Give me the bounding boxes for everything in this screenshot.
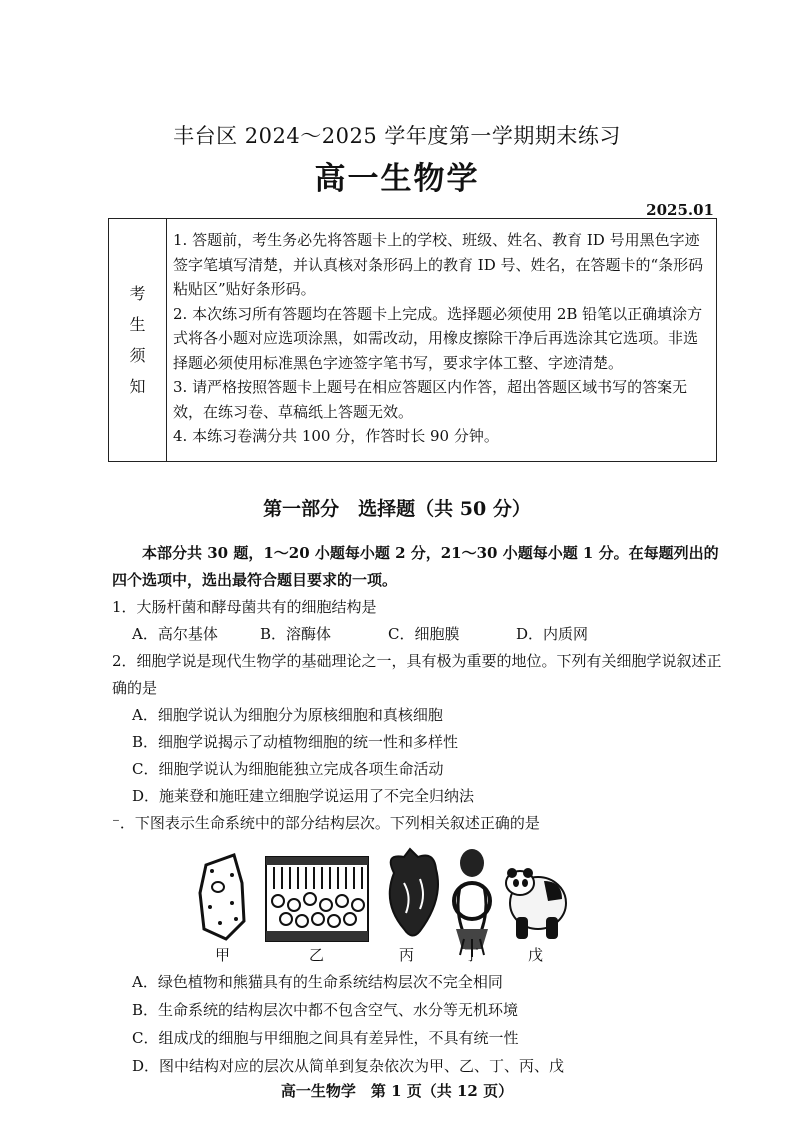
option-d: D．施莱登和施旺建立细胞学说运用了不完全归纳法 xyxy=(132,787,475,805)
question-stem: 2．细胞学说是现代生物学的基础理论之一，具有极为重要的地位。下列有关细胞学说叙述正确的是 xyxy=(112,652,722,697)
question-stem: ⁻．下图表示生命系统中的部分结构层次。下列相关叙述正确的是 xyxy=(112,814,540,832)
organ-system-illustration xyxy=(454,849,490,957)
notice-label-char: 考 xyxy=(129,284,146,303)
figure-label: 甲 xyxy=(215,946,231,964)
option-a: A．高尔基体 xyxy=(132,625,218,643)
page-footer: 高一生物学 第 1 页（共 12 页） xyxy=(280,1082,514,1100)
candidate-notice-box xyxy=(108,218,717,462)
option-b: B．溶酶体 xyxy=(260,625,332,643)
figure-label: 乙 xyxy=(309,946,325,964)
notice-label-char: 须 xyxy=(129,346,146,365)
notice-label-char: 知 xyxy=(129,377,146,396)
notice-item: 3. 请严格按照答题卡上题号在相应答题区内作答，超出答题区域书写的答案无效，在练习卷、草稿纸上答题无效。 xyxy=(173,378,688,421)
question-3-options xyxy=(112,968,722,1080)
panda-organism-illustration xyxy=(506,868,566,939)
notice-item: 4. 本练习卷满分共 100 分，作答时长 90 分钟。 xyxy=(173,427,499,445)
notice-label xyxy=(109,219,167,461)
exam-title: 丰台区 2024～2025 学年度第一学期期末练习 xyxy=(173,124,621,148)
option-c: C．细胞学说认为细胞能独立完成各项生命活动 xyxy=(132,760,444,778)
option-b: B．生命系统的结构层次中都不包含空气、水分等无机环境 xyxy=(132,1001,519,1019)
notice-body xyxy=(167,219,716,461)
options-row xyxy=(112,621,722,648)
tissue-illustration xyxy=(266,857,368,941)
option-c: C．细胞膜 xyxy=(388,625,460,643)
life-system-levels-figure xyxy=(198,843,568,963)
option-d: D．图中结构对应的层次从简单到复杂依次为甲、乙、丁、丙、戊 xyxy=(132,1057,565,1075)
option-d: D．内质网 xyxy=(516,625,589,643)
figure-label: 戊 xyxy=(528,946,544,964)
notice-item: 2. 本次练习所有答题均在答题卡上完成。选择题必须使用 2B 铅笔以正确填涂方式将各小题对应选项涂黑，如需改动，用橡皮擦除干净后再选涂其它选项。非选择题必须使用标准黑色字迹签字笔书写，要求字体工整、字迹清楚。 xyxy=(173,304,703,372)
question-1 xyxy=(112,594,722,648)
notice-label-char: 生 xyxy=(129,315,146,334)
option-b: B．细胞学说揭示了动植物细胞的统一性和多样性 xyxy=(132,733,459,751)
exam-date: 2025.01 xyxy=(646,201,714,219)
cell-illustration xyxy=(200,855,244,939)
figure-label: 丁 xyxy=(464,946,480,964)
section-intro: 本部分共 30 题，1～20 小题每小题 2 分，21～30 小题每小题 1 分。在每题列出的四个选项中，选出最符合题目要求的一项。 xyxy=(112,544,719,589)
heart-organ-illustration xyxy=(390,849,438,936)
option-a: A．绿色植物和熊猫具有的生命系统结构层次不完全相同 xyxy=(132,973,503,991)
question-3 xyxy=(112,810,722,837)
question-2 xyxy=(112,648,722,810)
subject-title: 高一生物学 xyxy=(314,161,480,197)
figure-label: 丙 xyxy=(399,946,415,964)
questions-part-1 xyxy=(112,540,722,837)
option-c: C．组成戊的细胞与甲细胞之间具有差异性，不具有统一性 xyxy=(132,1029,519,1047)
notice-item: 1. 答题前，考生务必先将答题卡上的学校、班级、姓名、教育 ID 号用黑色字迹签字笔填写清楚，并认真核对条形码上的教育 ID 号、姓名，在答题卡的“条形码粘贴区”贴好条形码。 xyxy=(173,231,704,298)
question-stem: 1．大肠杆菌和酵母菌共有的细胞结构是 xyxy=(112,598,377,616)
section-title: 第一部分 选择题（共 50 分） xyxy=(263,498,531,520)
option-a: A．细胞学说认为细胞分为原核细胞和真核细胞 xyxy=(132,706,443,724)
